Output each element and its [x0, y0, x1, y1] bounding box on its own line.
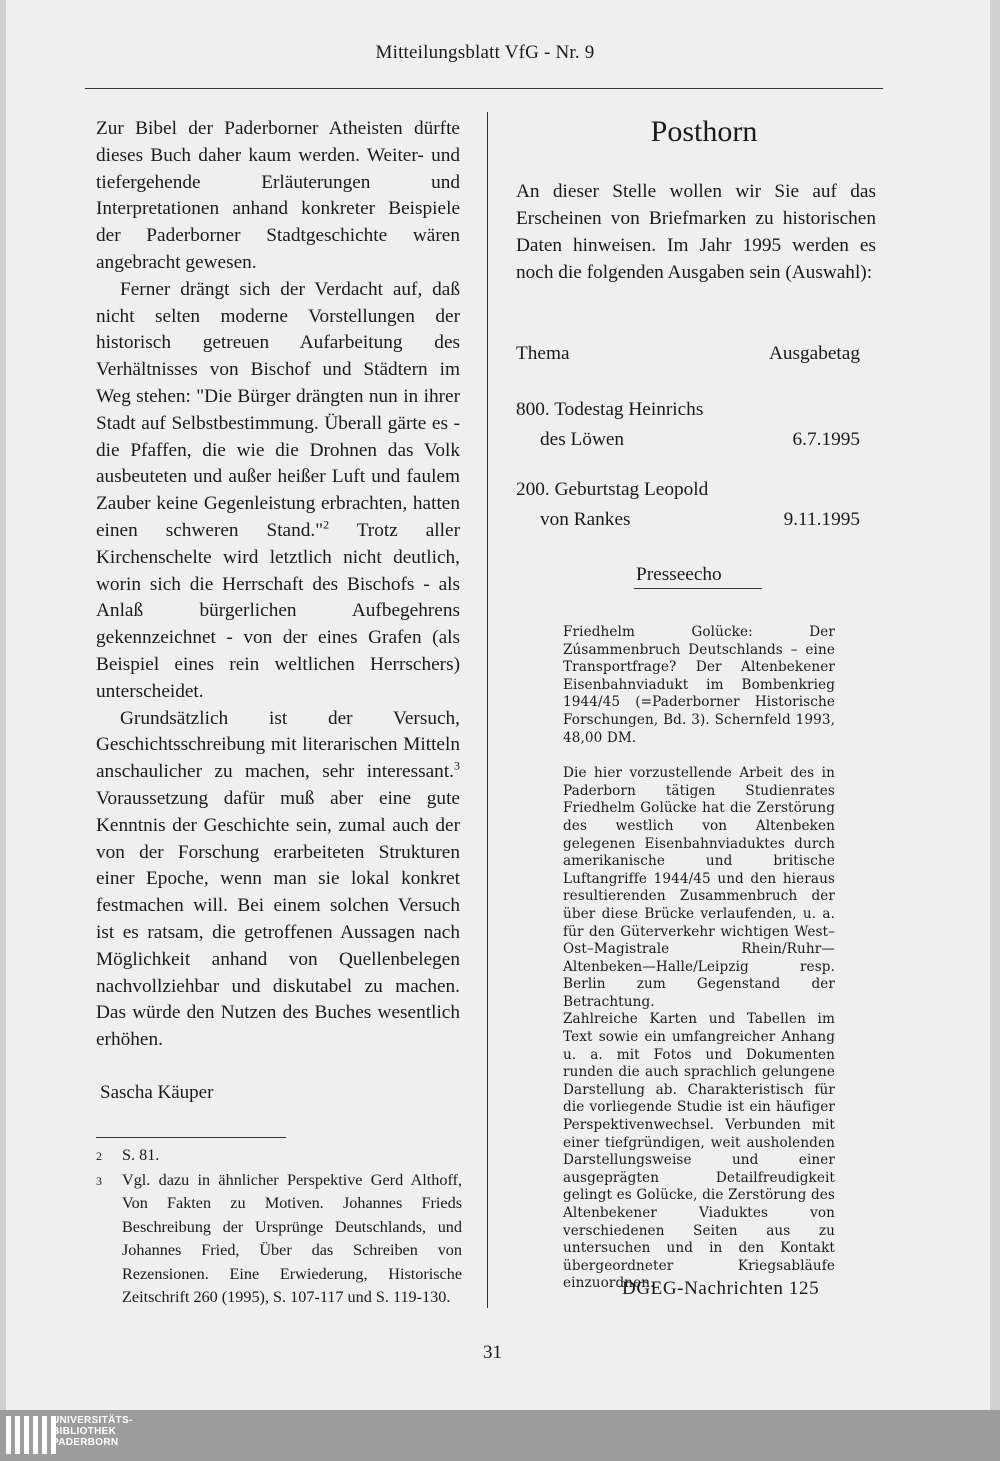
left-paragraph-3: Grundsätzlich ist der Versuch, Geschichtsschreibung mit literarischen Mitteln anschaulicher zu machen, sehr interessant.$^3$ Voraussetzung dafür muß aber eine gute Kenntnis der Geschichte sein, zumal auch der von der Forschung erarbeiteten Strukturen einer Epoche, wenn man sie lokal konkret festmachen will. Bei einem solchen Versuch ist es ratsam, die getroffenen Aussagen nach Möglichkeit anhand von Quellenbelegen nachvollziehbar und diskutabel zu machen. Das würde den Nutzen des Buches wesentlich erhöhen.	[96, 707, 460, 1051]
review-paragraph-1: Die hier vorzustellende Arbeit des in Paderborn tätigen Studienrates Friedhelm Golücke hat die Zerstörung des westlich von Altenbeken gelegenen Eisenbahnviaduktes durch amerikanische und britische Luftangriffe 1944/45 und den hieraus resultierenden Zusammenbruch der über diese Brücke verlaufenden, u. a. für den Güterverkehr wichtigen West–Ost–Magistrale Rhein/Ruhr—Altenbeken—Halle/Leipzig resp. Berlin zum Gegenstand der Betrachtung.	[563, 765, 835, 1010]
footnote-ref-2: 2	[323, 517, 330, 532]
running-header: Mitteilungsblatt VfG - Nr. 9	[375, 42, 595, 63]
stamp-theme-line1: 800. Todestag Heinrichs	[516, 399, 704, 420]
presseecho-heading: Presseecho	[636, 564, 722, 585]
press-review	[563, 624, 835, 1293]
footnote-text: Vgl. dazu in ähnlicher Perspektive Gerd Althoff, Von Fakten zu Motiven. Johannes Frieds Beschreibung der Ursprünge Deutschlands, und Johannes Fried, Über das Schreiben von Rezensionen. Eine Erwiederung, Historische Zeitschrift 260 (1995), S. 107-117 und S. 119-130.	[122, 1170, 462, 1306]
stamp-row	[516, 475, 860, 535]
header-rule	[85, 88, 883, 89]
footnotes	[96, 1144, 462, 1310]
column-theme: Thema	[516, 343, 570, 364]
stamp-date: 9.11.1995	[783, 509, 860, 530]
review-author: Sascha Käuper	[100, 1082, 214, 1103]
footnote-item	[96, 1144, 462, 1169]
right-column	[516, 112, 880, 585]
presseecho-underline	[634, 588, 762, 589]
left-column	[96, 116, 460, 1054]
footnote-item	[96, 1169, 462, 1310]
library-logo-text: UNIVERSITÄTS- BIBLIOTHEK PADERBORN	[52, 1415, 133, 1448]
posthorn-heading: Posthorn	[650, 115, 758, 148]
footnote-number: 2	[96, 1149, 102, 1163]
column-divider	[487, 112, 488, 1308]
left-paragraph-1: Zur Bibel der Paderborner Atheisten dürfte dieses Buch daher kaum werden. Weiter- und tiefergehende Erläuterungen und Interpretationen anhand konkreter Beispiele der Paderborner Stadtgeschichte wären angebracht gewesen.	[96, 118, 460, 273]
library-logo-icon	[6, 1416, 56, 1454]
review-source: DGEG-Nachrichten 125	[622, 1278, 820, 1299]
stamp-table-header	[516, 343, 860, 365]
footnote-rule	[96, 1137, 286, 1138]
stamp-row	[516, 395, 860, 455]
stamp-theme-line1: 200. Geburtstag Leopold	[516, 479, 709, 500]
stamp-theme-line2: des Löwen	[540, 429, 625, 450]
footnote-text: S. 81.	[122, 1146, 160, 1164]
footnote-ref-3: 3	[454, 758, 460, 773]
review-paragraph-2: Zahlreiche Karten und Tabellen im Text sowie ein umfangreicher Anhang u. a. mit Fotos und Dokumenten runden die auch sprachlich gelungene Darstellung ab. Charakteristisch für die vorliegende Studie ist ein häufiger Perspektivenwechsel. Verbunden mit einer tiefgründigen, weit ausholenden Darstellungsweise und einer ausgeprägten Detailfreudigkeit gelingt es Golücke, die Zerstörung des Altenbekener Viaduktes von verschiedenen Seiten aus zu untersuchen und in den Kontakt übergeordneter Kriegsabläufe einzuordnen.	[563, 1011, 835, 1292]
review-bibliography: Friedhelm Golücke: Der Zúsammenbruch Deutschlands – eine Transportfrage? Der Altenbekener Eisenbahnviadukt im Bombenkrieg 1944/45 (=Paderborner Historische Forschungen, Bd. 3). Schernfeld 1993, 48,00 DM.	[563, 624, 835, 746]
page-number: 31	[483, 1342, 502, 1363]
column-date: Ausgabetag	[768, 343, 860, 364]
posthorn-intro: An dieser Stelle wollen wir Sie auf das Erscheinen von Briefmarken zu historischen Daten hinweisen. Im Jahr 1995 werden es noch die folgenden Ausgaben sein (Auswahl):	[516, 181, 876, 283]
page-edge-right	[990, 0, 1000, 1410]
library-footer-bar	[0, 1410, 1000, 1461]
page-edge-left	[0, 0, 6, 1410]
left-paragraph-2: Ferner drängt sich der Verdacht auf, daß nicht selten moderne Vorstellungen der historisch getreuen Aufarbeitung des Verhältnisses von Bischof und Städtern im Weg stehen: "Die Bürger drängten nun in ihrer Stadt auf Selbstbestimmung. Überall gärte es - die Pfaffen, die wie die Drohnen das Volk ausbeuteten und außer heißer Luft und faulem Zauber keine Gegenleistung erbrachten, hatten einen schweren Stand."$^2$ Trotz aller Kirchenschelte wird letztlich nicht deutlich, worin sich die Herrschaft des Bischofs - als Anlaß bürgerlichen Aufbegehrens gekennzeichnet - von der eines Grafen (als Beispiel eines rein weltlichen Herrschers) unterscheidet.	[96, 278, 460, 702]
stamp-theme-line2: von Rankes	[540, 509, 631, 530]
footnote-number: 3	[96, 1173, 102, 1188]
stamp-date: 6.7.1995	[792, 429, 860, 450]
